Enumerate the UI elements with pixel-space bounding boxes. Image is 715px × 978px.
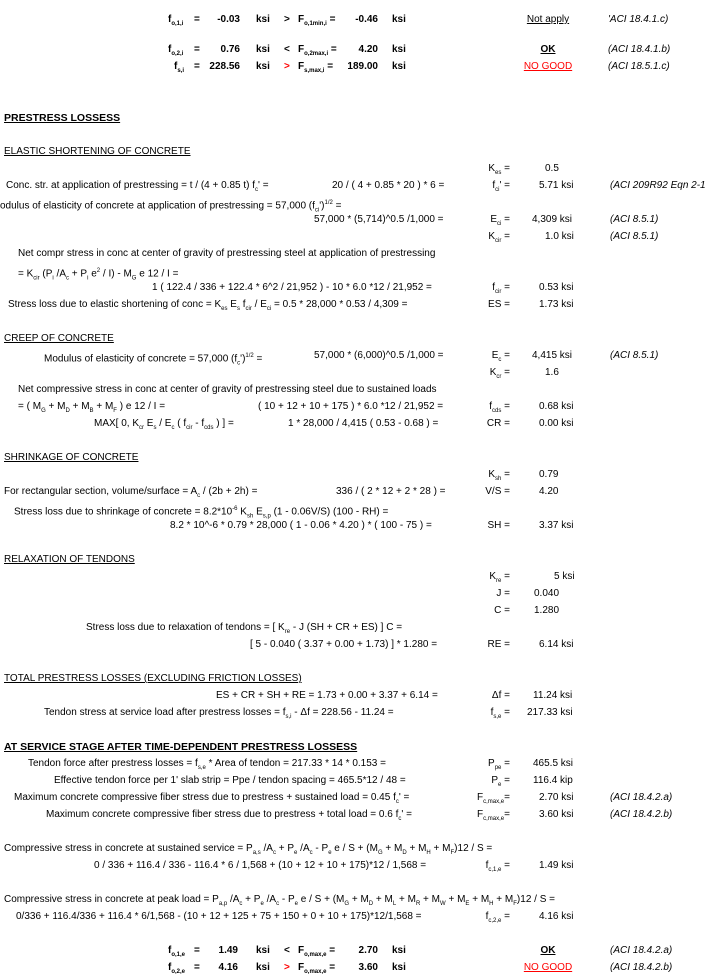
check-bot-r2-limunit: ksi (392, 962, 406, 973)
check-top-r2-op: < (284, 44, 290, 55)
check-top-r3-limunit: ksi (392, 61, 406, 72)
fci-ref: (ACI 209R92 Eqn 2-1 (610, 180, 706, 191)
check-bot-r2-op: > (284, 962, 290, 973)
check-top-r2-status: OK (540, 44, 556, 55)
check-top-r1-status: Not apply (526, 14, 570, 25)
check-bot-r1-limval: 2.70 (358, 945, 378, 956)
pk-label: $f_{c,2,e}$ = (485, 911, 510, 924)
sh-text: Stress loss due to shrinkage of concrete = $8.2*10^{-6}$ $K_{sh}$ $E_{s,p}$ (1 - 0.06V/S) (100 - RH) = (14, 506, 389, 520)
fcds-calc: ( 10 + 12 + 10 + 175 ) * 6.0 *12 / 21,952 = (258, 401, 444, 412)
check-top-r2-val: 0.76 (220, 44, 240, 55)
j-label: J = (496, 588, 510, 599)
check-bot-r2-val: 4.16 (218, 962, 238, 973)
pe-val: 116.4 kip (533, 775, 573, 786)
ec-text: Modulus of elasticity of concrete = 57,000 $(f_c')^{1/2}$ = (44, 353, 263, 367)
fci-text: Conc. str. at application of prestressing = t / (4 + 0.85 t) $f_c'$ = (6, 180, 269, 193)
fc2-ref: (ACI 18.4.2.b) (610, 809, 673, 820)
losses-title: PRESTRESS LOSSESS (4, 112, 121, 124)
kes-val: 0.5 (545, 163, 559, 174)
check-top-r3-limval: 189.00 (347, 61, 378, 72)
check-top-r2-unit: ksi (256, 44, 270, 55)
sh-val: 3.37 ksi (539, 520, 574, 531)
fc2-text: Maximum concrete compressive fiber stress due to prestress + total load = 0.6 $f_c'$ = (46, 809, 412, 822)
check-top-r1-unit: ksi (256, 14, 270, 25)
check-top-r1-val: -0.03 (217, 14, 240, 25)
vs-text: For rectangular section, volume/surface = $A_c / (2b + 2h)$ = (4, 486, 258, 499)
es-val: 1.73 ksi (539, 299, 574, 310)
pk-val: 4.16 ksi (539, 911, 574, 922)
re-calc: [ 5 - 0.040 ( 3.37 + 0.00 + 1.73) ] * 1.280 = (250, 639, 438, 650)
kcr-label: $K_{cr}$ = (489, 367, 510, 380)
ec-ref: (ACI 8.5.1) (610, 350, 659, 361)
check-bot-r1-ref: (ACI 18.4.2.a) (610, 945, 673, 956)
re-label: RE = (487, 639, 510, 650)
check-top-r2-limval: 4.20 (358, 44, 378, 55)
check-bot-r1-op: < (284, 945, 290, 956)
fc2-val: 3.60 ksi (539, 809, 574, 820)
creep-title: CREEP OF CONCRETE (4, 333, 114, 344)
check-top-r2-limunit: ksi (392, 44, 406, 55)
vs-label: V/S = (485, 486, 510, 497)
eci-ref: (ACI 8.5.1) (610, 214, 659, 225)
check-top-r3-eq: = (194, 61, 200, 72)
eci-val: 4,309 ksi (532, 214, 573, 225)
check-bot-r2-sym: $f_{o,2,e}$ (168, 962, 186, 975)
check-bot-r1-sym: $f_{o,1,e}$ (168, 945, 186, 958)
fci-val: 5.71 ksi (539, 180, 574, 191)
kre-val: 5 ksi (554, 571, 575, 582)
pe-text: Effective tendon force per 1' slab strip = Ppe / tendon spacing = 465.5*12 / 48 = (54, 775, 406, 786)
c-label: C = (494, 605, 510, 616)
check-bot-r2-lim: $F_{o,max,e}$ = (298, 962, 336, 975)
check-top-r1-sym: $f_{o,1,i}$ (168, 14, 184, 27)
creep-net-eq: = ( $M_G + M_D + M_B + M_F$ ) e 12 / I = (18, 401, 166, 414)
sus-text: Compressive stress in concrete at sustained service = $P_{a,s}$ $/A_c + P_e$ $/A_c - P_e$ $e / S + (M_G + M_D + M_H + M_F)12 / S$ = (4, 843, 493, 856)
ksh-label: $K_{sh}$ = (488, 469, 510, 482)
check-bot-r1-unit: ksi (256, 945, 270, 956)
cr-label: CR = (486, 418, 510, 429)
ec-val: 4,415 ksi (532, 350, 573, 361)
eci-text: odulus of elasticity of concrete at application of prestressing = 57,000 $(f_{ci}')^{1/2}$ = (0, 200, 342, 214)
sus-label: $f_{c,1,e}$ = (485, 860, 510, 873)
fc1-text: Maximum concrete compressive fiber stress due to prestress + sustained load = 0.45 $f_c'$ = (14, 792, 410, 805)
re-text: Stress loss due to relaxation of tendons = [ $K_{re}$ - J (SH + CR + ES) ] C = (86, 622, 403, 635)
fci-calc: 20 / ( 4 + 0.85 * 20 ) * 6 = (332, 180, 445, 191)
pk-text: Compressive stress in concrete at peak load = $P_{a,p}$ $/A_c + P_e$ $/A_c - P_e$ $e / S + (M_G + M_D + M_L + M_R + M_W + M_E + M_H + M_F)12 / S$ = (4, 894, 555, 907)
check-top-r3-val: 228.56 (209, 61, 240, 72)
fse-val: 217.33 ksi (527, 707, 573, 718)
check-bot-r1-status: OK (540, 945, 556, 956)
elastic-title: ELASTIC SHORTENING OF CONCRETE (4, 146, 191, 157)
check-top-r2-ref: (ACI 18.4.1.b) (608, 44, 671, 55)
total-title: TOTAL PRESTRESS LOSSES (EXCLUDING FRICTION LOSSES) (4, 673, 302, 684)
check-top-r3-status: NO GOOD (523, 61, 573, 72)
ppe-text: Tendon force after prestress losses = $f_{s,e}$ * Area of tendon = 217.33 * 14 * 0.153 = (28, 758, 386, 771)
check-top-r2-lim: $F_{o,2max,i}$ = (298, 44, 337, 57)
es-label: ES = (488, 299, 510, 310)
kre-label: $K_{re}$ = (489, 571, 510, 584)
check-top-r1-op: > (284, 14, 290, 25)
check-top-r3-unit: ksi (256, 61, 270, 72)
check-top-r1-eq: = (194, 14, 200, 25)
kes-label: $K_{es}$ = (488, 163, 510, 176)
elastic-net-eq: = $K_{cir}$ ($P_i$ $/A_c + P_i$ $e^2 / I) - M_G$ e 12 / I = (18, 268, 179, 282)
check-top-r3-op: > (284, 61, 290, 72)
df-val: 11.24 ksi (533, 690, 573, 701)
ppe-label: $P_{pe}$ = (488, 758, 510, 771)
sus-val: 1.49 ksi (539, 860, 574, 871)
check-bot-r1-lim: $F_{o,max,e}$ = (298, 945, 336, 958)
check-top-r3-lim: $F_{s,max,i}$ = (298, 61, 334, 74)
fc1-label: $F_{c,max,e}=$ (477, 792, 510, 805)
check-top-r3-ref: (ACI 18.5.1.c) (608, 61, 670, 72)
fcds-val: 0.68 ksi (539, 401, 574, 412)
df-calc: ES + CR + SH + RE = 1.73 + 0.00 + 3.37 + 6.14 = (216, 690, 438, 701)
check-bot-r1-val: 1.49 (218, 945, 238, 956)
fcir-label: $f_{cir}$ = (492, 282, 510, 295)
c-val: 1.280 (534, 605, 560, 616)
cr-val: 0.00 ksi (539, 418, 574, 429)
check-bot-r2-ref: (ACI 18.4.2.b) (610, 962, 673, 973)
fse-text: Tendon stress at service load after prestress losses = $f_{s,i} - \Delta f = 228.56 - 11.24$ = (44, 707, 394, 720)
check-bot-r2-unit: ksi (256, 962, 270, 973)
kcir-ref: (ACI 8.5.1) (610, 231, 659, 242)
fcir-calc: 1 ( 122.4 / 336 + 122.4 * 6^2 / 21,952 ) - 10 * 6.0 *12 / 21,952 = (152, 282, 432, 293)
check-top-r1-ref: 'ACI 18.4.1.c) (608, 14, 669, 25)
re-val: 6.14 ksi (539, 639, 574, 650)
check-bot-r1-limunit: ksi (392, 945, 406, 956)
check-top-r1-lim: $F_{o,1min,i}$ = (298, 14, 336, 27)
kcr-val: 1.6 (545, 367, 559, 378)
check-top-r2-sym: $f_{o,2,i}$ (168, 44, 184, 57)
j-val: 0.040 (534, 588, 560, 599)
check-bot-r1-eq: = (194, 945, 200, 956)
pe-label: $P_e$ = (491, 775, 510, 788)
shrink-title: SHRINKAGE OF CONCRETE (4, 452, 139, 463)
sh-calc: 8.2 * 10^-6 * 0.79 * 28,000 ( 1 - 0.06 * 4.20 ) * ( 100 - 75 ) = (170, 520, 432, 531)
check-bot-r2-status: NO GOOD (523, 962, 573, 973)
elastic-net-text: Net compr stress in conc at center of gravity of prestressing steel at application of prestressing (18, 248, 436, 259)
vs-val: 4.20 (539, 486, 559, 497)
sus-calc: 0 / 336 + 116.4 / 336 - 116.4 * 6 / 1,568 + (10 + 12 + 10 + 175)*12 / 1,568 = (94, 860, 427, 871)
check-top-r1-limunit: ksi (392, 14, 406, 25)
kcir-val: 1.0 ksi (545, 231, 574, 242)
sh-label: SH = (487, 520, 510, 531)
fc1-ref: (ACI 18.4.2.a) (610, 792, 673, 803)
fse-label: $f_{s,e}$ = (490, 707, 510, 720)
fc1-val: 2.70 ksi (539, 792, 574, 803)
ec-calc: 57,000 * (6,000)^0.5 /1,000 = (314, 350, 444, 361)
cr-calc: 1 * 28,000 / 4,415 ( 0.53 - 0.68 ) = (288, 418, 439, 429)
es-text: Stress loss due to elastic shortening of conc = $K_{es}$ $E_s$ $f_{cir} / E_{ci} = 0.5 * 28,000 * 0.53 / 4,309$ = (8, 299, 408, 312)
fc2-label: $F_{c,max,e}=$ (477, 809, 510, 822)
fci-label: $f_{ci}'$ = (492, 180, 510, 193)
check-top-r1-limval: -0.46 (355, 14, 378, 25)
service-title: AT SERVICE STAGE AFTER TIME-DEPENDENT PRESTRESS LOSSESS (4, 741, 358, 753)
cr-text: MAX[ 0, $K_{cr}$ $E_s / E_c$ ( $f_{cir} - f_{cds}$ ) ] = (94, 418, 234, 431)
pk-calc: 0/336 + 116.4/336 + 116.4 * 6/1,568 - (10 + 12 + 125 + 75 + 150 + 0 + 10 + 175)*12/1,568 = (16, 911, 422, 922)
eci-label: $E_{ci}$ = (490, 214, 510, 227)
check-bot-r2-limval: 3.60 (358, 962, 378, 973)
check-top-r2-eq: = (194, 44, 200, 55)
ksh-val: 0.79 (539, 469, 559, 480)
creep-net-text: Net compressive stress in conc at center of gravity of prestressing steel due to sustained loads (18, 384, 437, 395)
ec-label: $E_c$ = (491, 350, 510, 363)
fcir-val: 0.53 ksi (539, 282, 574, 293)
relax-title: RELAXATION OF TENDONS (4, 554, 135, 565)
df-label: Δf = (491, 690, 510, 701)
check-top-r3-sym: $f_{s,i}$ (174, 61, 185, 74)
check-bot-r2-eq: = (194, 962, 200, 973)
kcir-label: $K_{cir}$ = (488, 231, 510, 244)
fcds-label: $f_{cds}$ = (489, 401, 510, 414)
vs-calc: 336 / ( 2 * 12 + 2 * 28 ) = (336, 486, 446, 497)
eci-calc: 57,000 * (5,714)^0.5 /1,000 = (314, 214, 444, 225)
ppe-val: 465.5 ksi (533, 758, 574, 769)
